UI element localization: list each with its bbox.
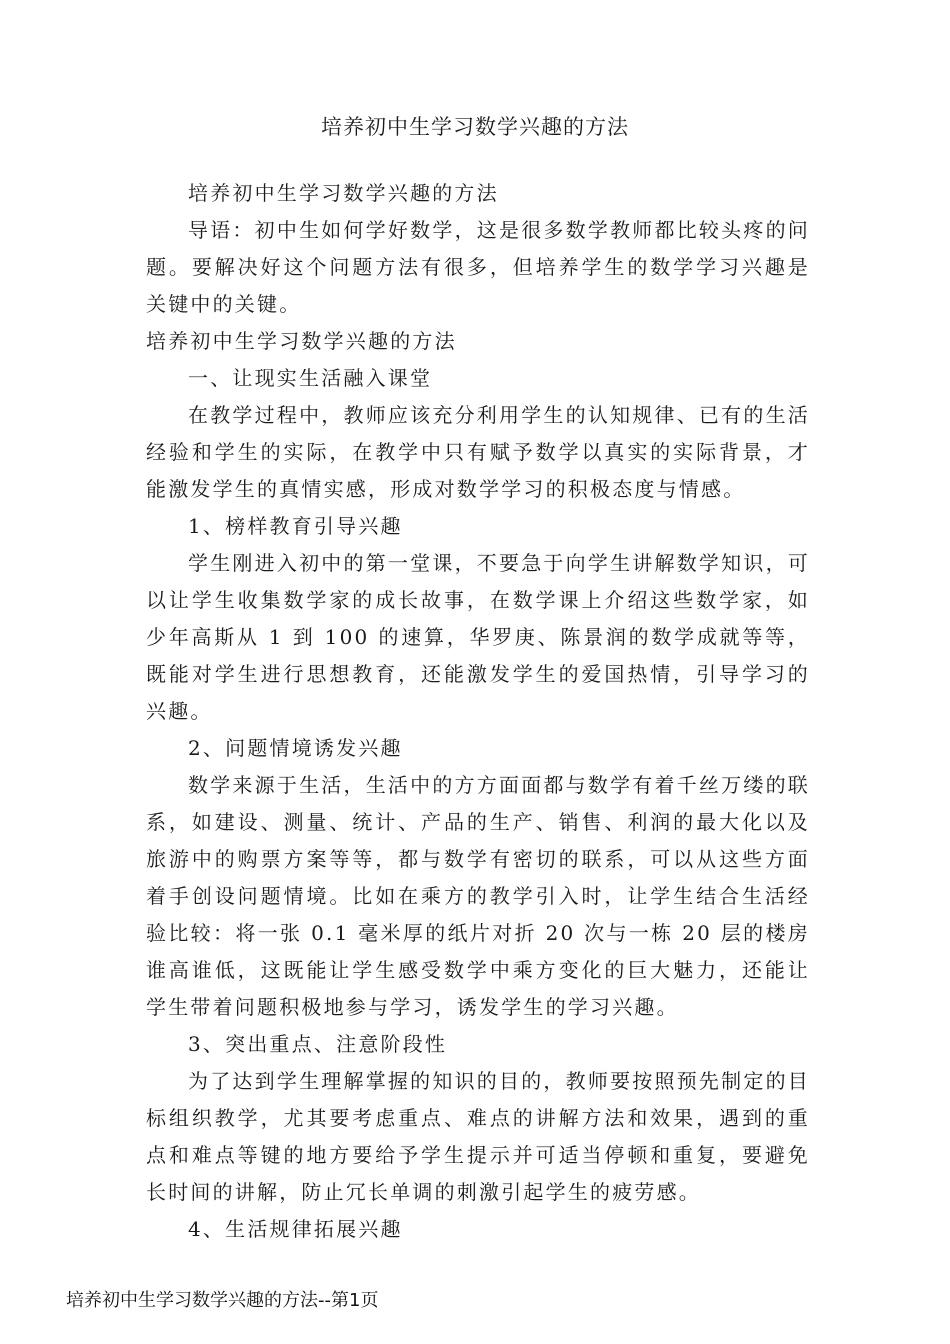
item-heading-3: 3、突出重点、注意阶段性 <box>188 1032 448 1056</box>
body-heading: 培养初中生学习数学兴趣的方法 <box>188 181 499 205</box>
document-body <box>146 175 810 1248</box>
item-heading-1: 1、榜样教育引导兴趣 <box>188 514 403 538</box>
page-footer: 培养初中生学习数学兴趣的方法--第1页 <box>66 1290 379 1311</box>
paragraph-4: 为了达到学生理解掌握的知识的目的，教师要按照预先制定的目标组织教学，尤其要考虑重点、难点的讲解方法和效果，遇到的重点和难点等键的地方要给予学生提示并可适当停顿和重复，要避免长时间的讲解，防止冗长单调的刺激引起学生的疲劳感。 <box>146 1069 810 1204</box>
section-heading: 培养初中生学习数学兴趣的方法 <box>146 329 457 353</box>
item-heading-2: 2、问题情境诱发兴趣 <box>188 736 403 760</box>
subheading-1: 一、让现实生活融入课堂 <box>188 366 433 390</box>
paragraph-2: 学生刚进入初中的第一堂课，不要急于向学生讲解数学知识，可以让学生收集数学家的成长故事，在数学课上介绍这些数学家，如少年高斯从 1 到 100 的速算，华罗庚、陈景润的数学成就等等，既能对学生进行思想教育，还能激发学生的爱国热情，引导学习的兴趣。 <box>146 551 810 723</box>
intro-paragraph: 导语：初中生如何学好数学，这是很多数学教师都比较头疼的问题。要解决好这个问题方法有很多，但培养学生的数学学习兴趣是关键中的关键。 <box>146 218 810 316</box>
paragraph-1: 在教学过程中，教师应该充分利用学生的认知规律、已有的生活经验和学生的实际，在教学中只有赋予数学以真实的实际背景，才能激发学生的真情实感，形成对数学学习的积极态度与情感。 <box>146 403 810 501</box>
item-heading-4: 4、生活规律拓展兴趣 <box>188 1217 403 1241</box>
paragraph-3: 数学来源于生活，生活中的方方面面都与数学有着千丝万缕的联系，如建设、测量、统计、产品的生产、销售、利润的最大化以及旅游中的购票方案等等，都与数学有密切的联系，可以从这些方面着手创设问题情境。比如在乘方的教学引入时，让学生结合生活经验比较：将一张 0.1 毫米厚的纸片对折 20 次与一栋 20 层的楼房谁高谁低，这既能让学生感受数学中乘方变化的巨大魅力，还能让学生带着问题积极地参与学习，诱发学生的学习兴趣。 <box>146 773 810 1019</box>
document-title: 培养初中生学习数学兴趣的方法 <box>321 115 629 139</box>
